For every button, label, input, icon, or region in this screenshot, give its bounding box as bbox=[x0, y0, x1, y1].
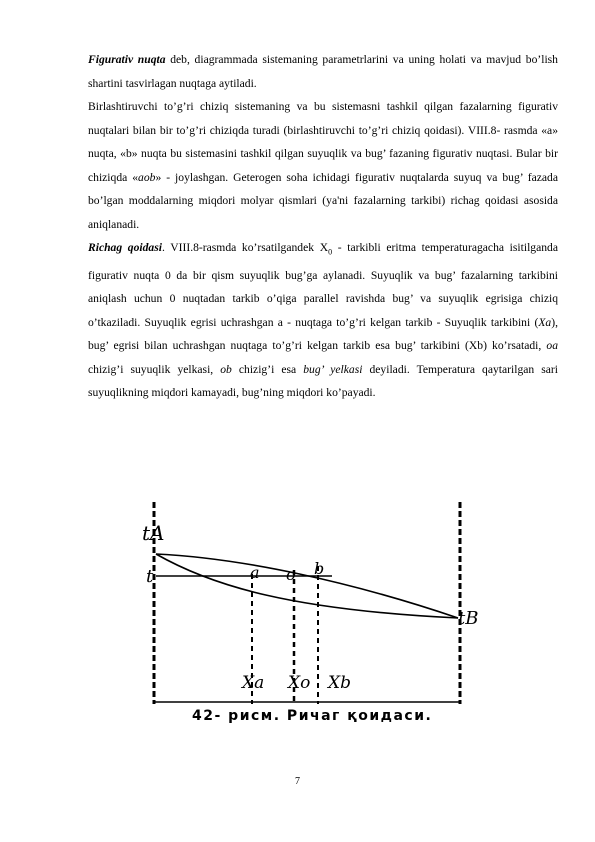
paragraph-connecting-line bbox=[88, 95, 558, 236]
label-t: t bbox=[146, 566, 154, 587]
label-tb: tB bbox=[458, 608, 479, 629]
term-bug-yelkasi: bug’ yelkasi bbox=[303, 362, 363, 376]
vapor-curve bbox=[156, 554, 458, 618]
page-number: 7 bbox=[295, 776, 300, 787]
figure-caption: 42- рисм. Ричаг қоидаси. bbox=[192, 708, 433, 724]
body-text bbox=[88, 48, 558, 405]
term-aob: aob bbox=[138, 170, 156, 184]
term-figurativ-nuqta: Figurativ nuqta bbox=[88, 53, 166, 66]
paragraph-text: » - joylashgan. Geterogen soha ichidagi figurativ nuqtalarda suyuq va bug’ fazada bo’lgan moddalarning miqdori molyar qismlari (ya'ni fazalarning tarkibi) richag qoidasi asosida aniqlanadi. bbox=[88, 170, 558, 231]
term-oa: oa bbox=[546, 339, 558, 353]
paragraph-text: deyiladi. Temperatura qaytarilgan sari suyuqlikning miqdori kamayadi, bug’ning miqdori ko’payadi. bbox=[88, 362, 558, 400]
label-b: b bbox=[314, 559, 325, 578]
subscript-zero: 0 bbox=[328, 247, 333, 257]
paragraph-text: ), bug’ egrisi bilan uchrashgan nuqtaga to’g’ri kelgan tarkib esa bug’ tarkibini (Xb) ko’rsatadi, bbox=[88, 315, 558, 353]
label-xo: Xo bbox=[288, 673, 311, 693]
label-o: o bbox=[286, 565, 296, 584]
label-xb: Xb bbox=[328, 673, 351, 693]
paragraph-text: chizig’i esa bbox=[231, 362, 304, 376]
paragraph-text: Birlashtiruvchi to’g’ri chiziq sistemaning va bu sistemasni tashkil qilgan fazalarning figurativ nuqtalari bilan bir to’g’ri chiziqda turadi (birlashtiruvchi to’g’ri chiziq qoidasi). VIII.8- rasmda «a» nuqta, «b» nuqta bu sistemasini tashkil qilgan suyuqlik va bug’ fazaning figurativ nuqtasi. Bular bir chiziqda « bbox=[88, 100, 558, 184]
paragraph-figurative-point bbox=[88, 48, 558, 95]
liquid-curve bbox=[156, 554, 458, 618]
lever-rule-figure bbox=[132, 494, 500, 726]
term-ob: ob bbox=[220, 362, 232, 376]
paragraph-text: chizig’i suyuqlik yelkasi, bbox=[88, 362, 221, 376]
label-a: a bbox=[250, 563, 260, 582]
paragraph-lever-rule bbox=[88, 236, 558, 405]
paragraph-text: . VIII.8-rasmda ko’rsatilgandek X bbox=[161, 241, 329, 254]
label-ta: tA bbox=[142, 521, 165, 545]
phase-diagram bbox=[132, 494, 500, 726]
term-richag-qoidasi: Richag qoidasi bbox=[88, 241, 162, 254]
paragraph-text: - tarkibli eritma temperaturagacha isitilganda figurativ nuqta 0 da bir qism suyuqlik bug’ga aylanadi. Suyuqlik va bug’ fazalarning tarkibini aniqlash uchun 0 nuqtadan tarkib o’qiga parallel ravishda bug’ va suyuqlik egrisiga chiziq o’tkaziladi. Suyuqlik egrisi uchrashgan a - nuqtaga to’g’ri kelgan tarkib - Suyuqlik tarkibini ( bbox=[88, 241, 558, 329]
term-xa: Xa bbox=[538, 315, 552, 329]
paragraph-text: deb, diagrammada sistemaning parametrlarini va uning holati va mavjud bo’lish shartini tasvirlagan nuqtaga aytiladi. bbox=[88, 53, 558, 90]
label-xa: Xa bbox=[242, 673, 265, 693]
